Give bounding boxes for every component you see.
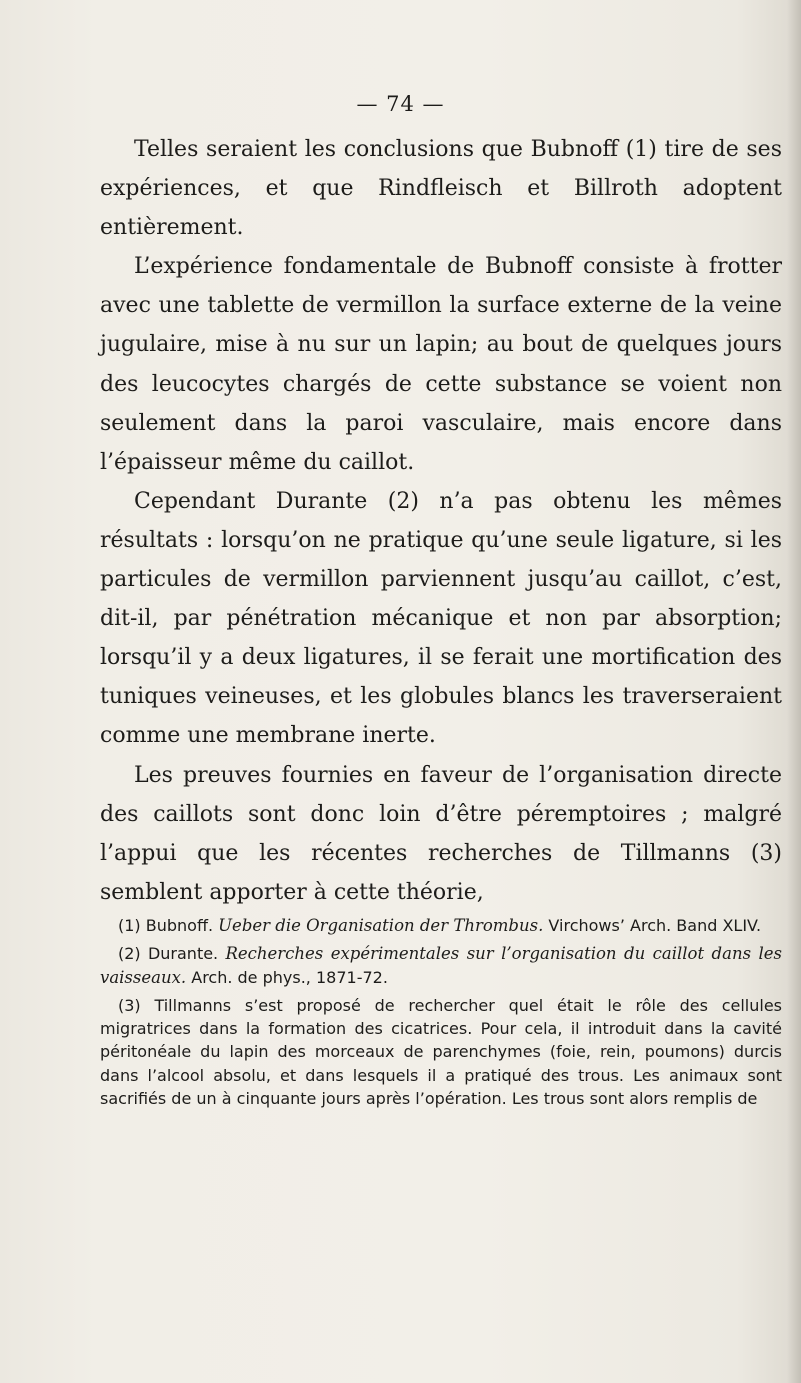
footnote [100, 914, 782, 937]
main-text [100, 130, 782, 912]
page-edge-shadow [787, 0, 801, 1383]
footnote-title: Recherches expérimentales sur l’organisation du caillot dans les vaisseaux. [100, 944, 782, 987]
footnote-reference: Virchows’ Arch. Band XLIV. [543, 916, 762, 935]
footnote [100, 942, 782, 989]
footnote-author: Bubnoff. [140, 916, 219, 935]
footnotes [100, 914, 782, 1115]
paragraph: Telles seraient les conclusions que Bubnoff (1) tire de ses expériences, et que Rindfleisch et Billroth adoptent entièrement. [100, 137, 782, 241]
footnote-author: Durante. [140, 944, 226, 964]
footnote-title: Ueber die Organisation der Thrombus. [218, 916, 544, 935]
paragraph: Cependant Durante (2) n’a pas obtenu les mêmes résultats : lorsqu’on ne pratique qu’une seule ligature, si les particules de vermillon parviennent jusqu’au caillot, c’est, dit-il, par pénétration mécanique et non par absorption; lorsqu’il y a deux ligatures, il se ferait une mortification des tuniques veineuses, et les globules blancs les traverseraient comme une membrane inerte. [100, 488, 782, 749]
paragraph: L’expérience fondamentale de Bubnoff consiste à frotter avec une tablette de vermillon la surface externe de la veine jugulaire, mise à nu sur un lapin; au bout de quelques jours des leucocytes chargés de cette substance se voient non seulement dans la paroi vasculaire, mais encore dans l’épaisseur même du caillot. [100, 254, 782, 475]
footnote-text: Tillmanns s’est proposé de rechercher quel était le rôle des cellules migratrices dans la formation des cicatrices. Pour cela, il introduit dans la cavité péritonéale du lapin des morceaux de parenchymes (foie, rein, poumons) durcis dans l’alcool absolu, et dans lesquels il a pratiqué des trous. Les animaux sont sacrifiés de un à cinquante jours après l’opération. Les trous sont alors remplis de [100, 995, 782, 1109]
footnote-marker: (2) [118, 944, 141, 964]
paragraph: Les preuves fournies en faveur de l’organisation directe des caillots sont donc loin d’être péremptoires ; malgré l’appui que les récentes recherches de Tillmanns (3) semblent apporter à cette théorie, [100, 762, 782, 905]
footnote-marker: (3) [118, 995, 141, 1015]
footnote-reference: Arch. de phys., 1871-72. [186, 967, 388, 987]
footnote-marker: (1) [118, 916, 141, 935]
page-number: — 74 — [356, 92, 445, 116]
footnote [100, 994, 782, 1110]
